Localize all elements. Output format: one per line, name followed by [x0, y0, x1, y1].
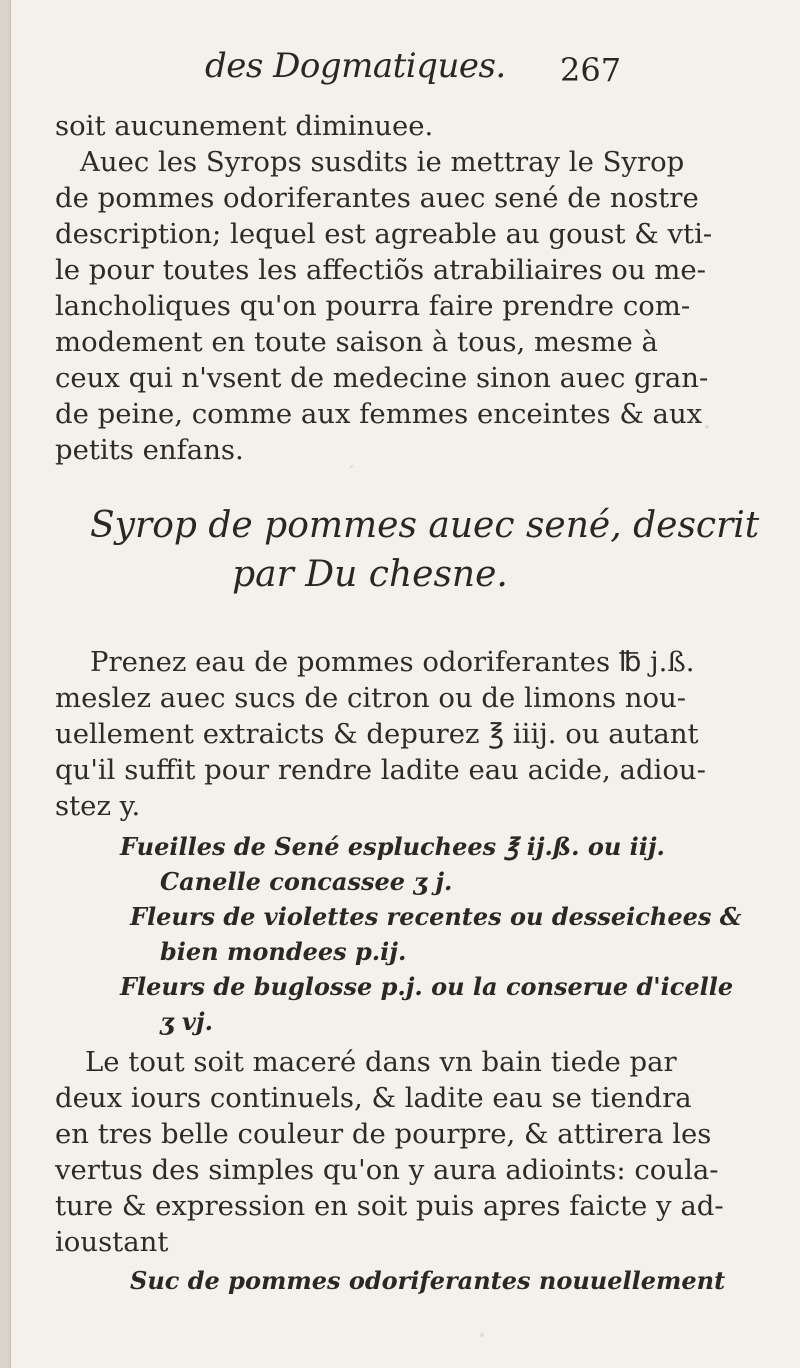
- text-line: deux iours continuels, & ladite eau se tiendra: [55, 1082, 692, 1114]
- text-line: de pommes odoriferantes auec sené de nostre: [55, 182, 699, 214]
- paper-speck: [480, 1333, 484, 1337]
- text-line: de peine, comme aux femmes enceintes & aux: [55, 398, 703, 430]
- paper-speck: [705, 425, 709, 429]
- ingredient-line: Suc de pommes odoriferantes nouuellement: [130, 1266, 726, 1295]
- text-line: Prenez eau de pommes odoriferantes ℔ j.ß.: [90, 646, 695, 678]
- text-line: soit aucunement diminuee.: [55, 110, 434, 142]
- text-line: Le tout soit maceré dans vn bain tiede par: [85, 1046, 677, 1078]
- recipe-title: Syrop de pommes auec sené, descrit: [90, 505, 760, 546]
- text-line: petits enfans.: [55, 434, 244, 466]
- text-line: ture & expression en soit puis apres faicte y ad-: [55, 1190, 724, 1222]
- ingredient-line: Fleurs de buglosse p.j. ou la conserue d'icelle: [120, 972, 734, 1001]
- text-line: meslez auec sucs de citron ou de limons nou-: [55, 682, 687, 714]
- ingredient-line: Fleurs de violettes recentes ou desseichees &: [130, 902, 742, 931]
- ingredient-line: Fueilles de Sené espluchees ℥ ij.ß. ou iij.: [120, 832, 665, 861]
- text-line: le pour toutes les affectiõs atrabiliaires ou me-: [55, 254, 706, 286]
- text-line: lancholiques qu'on pourra faire prendre com-: [55, 290, 691, 322]
- text-line: uellement extraicts & depurez ℥ iiij. ou autant: [55, 718, 699, 750]
- running-head: des Dogmatiques.: [205, 46, 506, 86]
- ingredient-line: bien mondees p.ij.: [160, 937, 407, 966]
- text-line: modement en toute saison à tous, mesme à: [55, 326, 658, 358]
- text-line: vertus des simples qu'on y aura adioints: coula-: [55, 1154, 719, 1186]
- text-line: Auec les Syrops susdits ie mettray le Syrop: [80, 146, 685, 178]
- text-line: ioustant: [55, 1226, 169, 1258]
- text-line: description; lequel est agreable au goust & vti-: [55, 218, 713, 250]
- text-line: en tres belle couleur de pourpre, & attirera les: [55, 1118, 712, 1150]
- text-line: stez y.: [55, 790, 141, 822]
- ingredient-line: Canelle concassee ʒ j.: [160, 867, 453, 896]
- recipe-title: par Du chesne.: [232, 554, 508, 595]
- page-gutter: [0, 0, 11, 1368]
- ingredient-line: ʒ vj.: [160, 1007, 213, 1036]
- text-line: ceux qui n'vsent de medecine sinon auec gran-: [55, 362, 709, 394]
- page-number: 267: [560, 51, 622, 89]
- text-line: qu'il suffit pour rendre ladite eau acide, adiou-: [55, 754, 706, 786]
